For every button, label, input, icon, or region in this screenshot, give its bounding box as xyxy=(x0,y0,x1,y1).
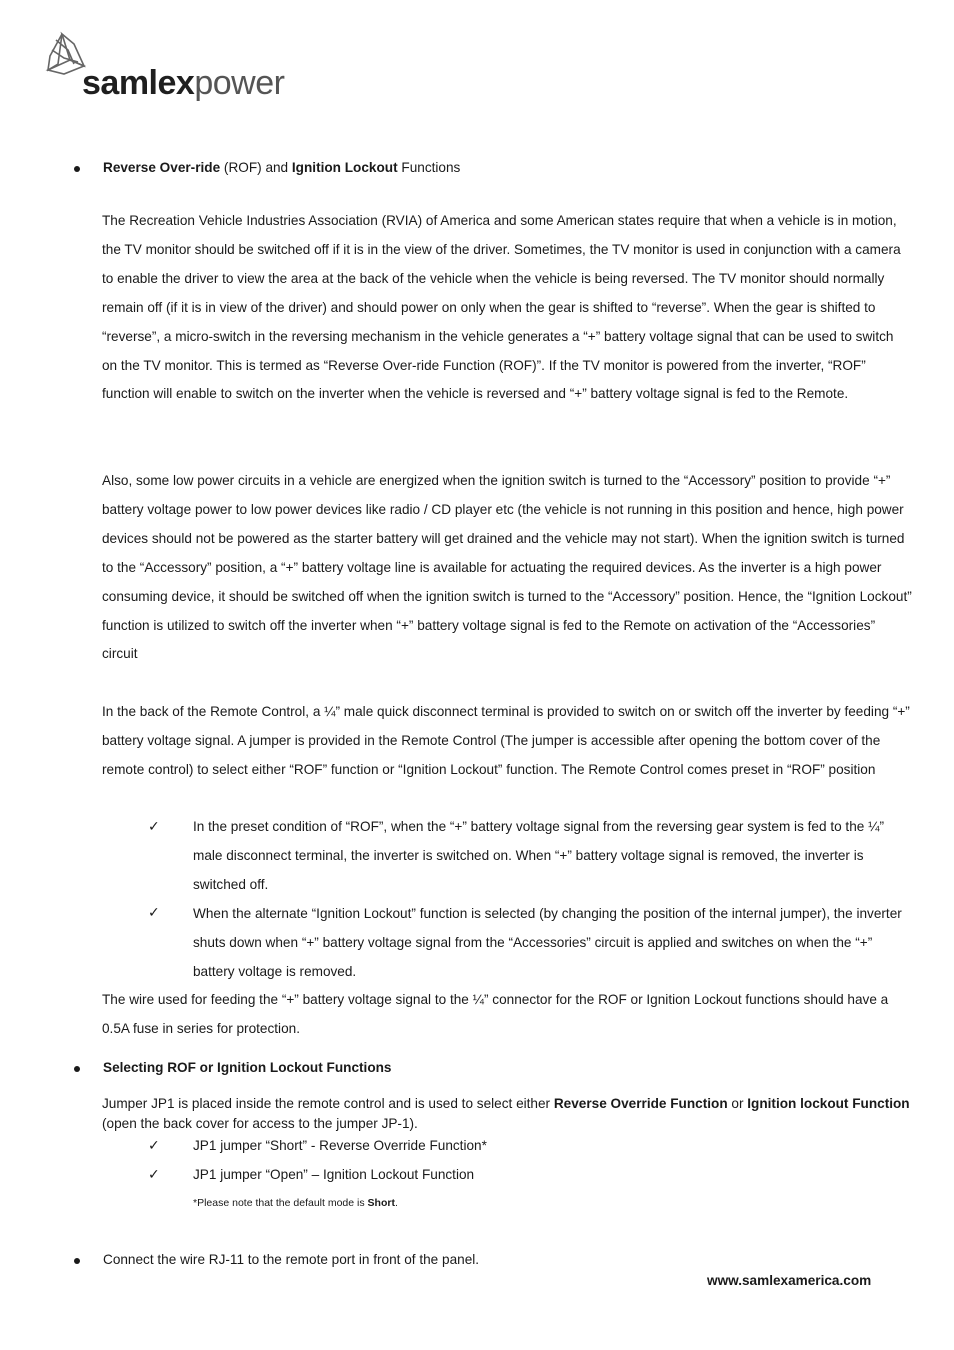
paragraph-fuse: The wire used for feeding the “+” battery voltage signal to the ¼” connector for the ROF or Ignition Lockout functions should have a 0.5A fuse in series for protection. xyxy=(102,992,889,1036)
list-item-jp1-open: JP1 jumper “Open” – Ignition Lockout Function xyxy=(193,1167,475,1182)
heading-bold-text: Reverse Over-ride xyxy=(103,160,221,175)
paragraph-jumper xyxy=(102,1094,912,1134)
note-text: . xyxy=(394,1197,398,1209)
section-heading-rof xyxy=(103,160,460,175)
jumper-text: Jumper JP1 is placed inside the remote control and is used to select either xyxy=(102,1096,554,1111)
logo-wordmark xyxy=(82,66,284,100)
samlex-logo xyxy=(44,30,344,110)
heading-text: Functions xyxy=(397,160,461,175)
logo-name-light: power xyxy=(194,64,285,102)
section-heading-select: Selecting ROF or Ignition Lockout Functions xyxy=(103,1060,392,1075)
checkmark-icon: ✓ xyxy=(148,904,160,920)
jumper-text: or xyxy=(727,1096,748,1111)
jumper-text: (open the back cover for access to the jumper JP-1). xyxy=(102,1116,418,1131)
jumper-bold-text: Reverse Override Function xyxy=(553,1096,728,1111)
heading-text: (ROF) and xyxy=(220,160,292,175)
bullet-icon xyxy=(74,166,80,172)
jumper-bold-text: Ignition lockout Function xyxy=(747,1096,910,1111)
list-item-rof-preset: In the preset condition of “ROF”, when the “+” battery voltage signal from the reversing gear system is fed to the ¼” male disconnect terminal, the inverter is switched on. When “+” battery voltage signal is removed, the inverter is switched off. xyxy=(193,819,884,892)
connect-instruction: Connect the wire RJ-11 to the remote port in front of the panel. xyxy=(103,1252,480,1267)
heading-bold-text: Ignition Lockout xyxy=(291,160,398,175)
bullet-icon xyxy=(74,1258,80,1264)
note-text: *Please note that the default mode is xyxy=(193,1197,368,1209)
checkmark-icon: ✓ xyxy=(148,1166,160,1182)
bullet-icon xyxy=(74,1066,80,1072)
default-mode-note xyxy=(193,1197,398,1209)
checkmark-icon: ✓ xyxy=(148,1137,160,1153)
paragraph-rvia: The Recreation Vehicle Industries Association (RVIA) of America and some American states require that when a vehicle is in motion, the TV monitor should be switched off if it is in the view of the driver. Sometimes, the TV monitor is used in conjunction with a camera to enable the driver to view the area at the back of the vehicle when the vehicle is being reversed. The TV monitor should normally remain off (if it is in view of the driver) and should power on only when the gear is shifted to “reverse”. When the gear is shifted to “reverse”, a micro-switch in the reversing mechanism in the vehicle generates a “+” battery voltage signal that can be used to switch on the TV monitor. This is termed as “Reverse Over-ride Function (ROF)”. If the TV monitor is powered from the inverter, “ROF” function will enable to switch on the inverter when the vehicle is reversed and “+” battery voltage signal is fed to the Remote. xyxy=(102,213,901,402)
checkmark-icon: ✓ xyxy=(148,818,160,834)
paragraph-ignition: Also, some low power circuits in a vehicle are energized when the ignition switch is turned to the “Accessory” position to provide “+” battery voltage power to low power devices like radio / CD player etc (the vehicle is not running in this position and hence, high power devices should not be powered as the starter battery will get drained and the vehicle may not start). When the ignition switch is turned to the “Accessory” position, a “+” battery voltage line is available for actuating the required devices. As the inverter is a high power consuming device, it should be switched off when the ignition switch is turned to the “Accessory” position. Hence, the “Ignition Lockout” function is utilized to switch off the inverter when “+” battery voltage signal is fed to the Remote on activation of the “Accessories” circuit xyxy=(102,473,912,662)
note-bold-text: Short xyxy=(367,1197,395,1209)
list-item-ignition-lockout: When the alternate “Ignition Lockout” function is selected (by changing the position of the internal jumper), the inverter shuts down when “+” battery voltage signal from the “Accessories” circuit is applied and switches on when the “+” battery voltage is removed. xyxy=(193,906,902,979)
footer-website: www.samlexamerica.com xyxy=(707,1273,872,1288)
logo-name-bold: samlex xyxy=(82,64,195,102)
paragraph-remote-terminal: In the back of the Remote Control, a ¼” male quick disconnect terminal is provided to switch on or switch off the inverter by feeding “+” battery voltage signal. A jumper is provided in the Remote Control (The jumper is accessible after opening the bottom cover of the remote control) to select either “ROF” function or “Ignition Lockout” function. The Remote Control comes preset in “ROF” position xyxy=(102,704,910,777)
list-item-jp1-short: JP1 jumper “Short” - Reverse Override Function* xyxy=(193,1138,487,1153)
